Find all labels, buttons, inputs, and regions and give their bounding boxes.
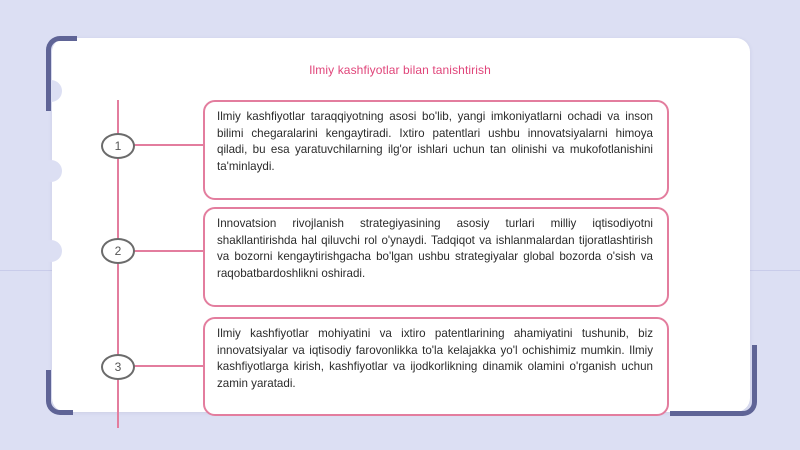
frame-corner-bottom-left	[46, 370, 73, 415]
step-text: Innovatsion rivojlanish strategiyasining asosiy turlari milliy iqtisodiyotni shakllantirishda hal qiluvchi rol o'ynaydi. Tadqiqot va ishlanmalardan tijoratlashtirish va bozorni kengaytirishgacha bo'lgan ushbu strategiyalar global bozorda o'sish va raqobatbardoshlikni oshiradi.	[217, 217, 653, 280]
step-number-badge	[101, 238, 135, 264]
timeline-connector	[131, 365, 203, 367]
step-number-badge	[101, 354, 135, 380]
step-number: 3	[114, 360, 122, 374]
frame-corner-bottom-right	[670, 345, 757, 416]
step-number-badge	[101, 133, 135, 159]
binder-hole	[40, 160, 62, 182]
step-number: 1	[114, 139, 122, 153]
step-text-box	[203, 317, 669, 416]
step-text-box	[203, 100, 669, 200]
step-text: Ilmiy kashfiyotlar mohiyatini va ixtiro patentlarining ahamiyatini tushunib, biz innovatsiyalar va iqtisodiy farovonlikka to'la kelajakka yo'l ochishimiz mumkin. Ilmiy kashfiyotlarga kirish, kashfiyotlar va ijodkorlikning dinamik olamini o'rganish uchun zamin yaratadi.	[217, 327, 653, 390]
binder-hole	[40, 240, 62, 262]
step-text-box	[203, 207, 669, 307]
timeline-connector	[131, 144, 203, 146]
step-text: Ilmiy kashfiyotlar taraqqiyotning asosi bo'lib, yangi imkoniyatlarni ochadi va inson bilimi chegaralarini kengaytiradi. Ixtiro patentlari ushbu innovatsiyalarni himoya qiladi, bu esa yaratuvchilarning ilg'or ishlari uchun tan olinishi va mukofotlanishini ta'minlaydi.	[217, 110, 653, 173]
step-number: 2	[114, 244, 122, 258]
timeline-connector	[131, 250, 203, 252]
slide-title: Ilmiy kashfiyotlar bilan tanishtirish	[309, 63, 491, 77]
